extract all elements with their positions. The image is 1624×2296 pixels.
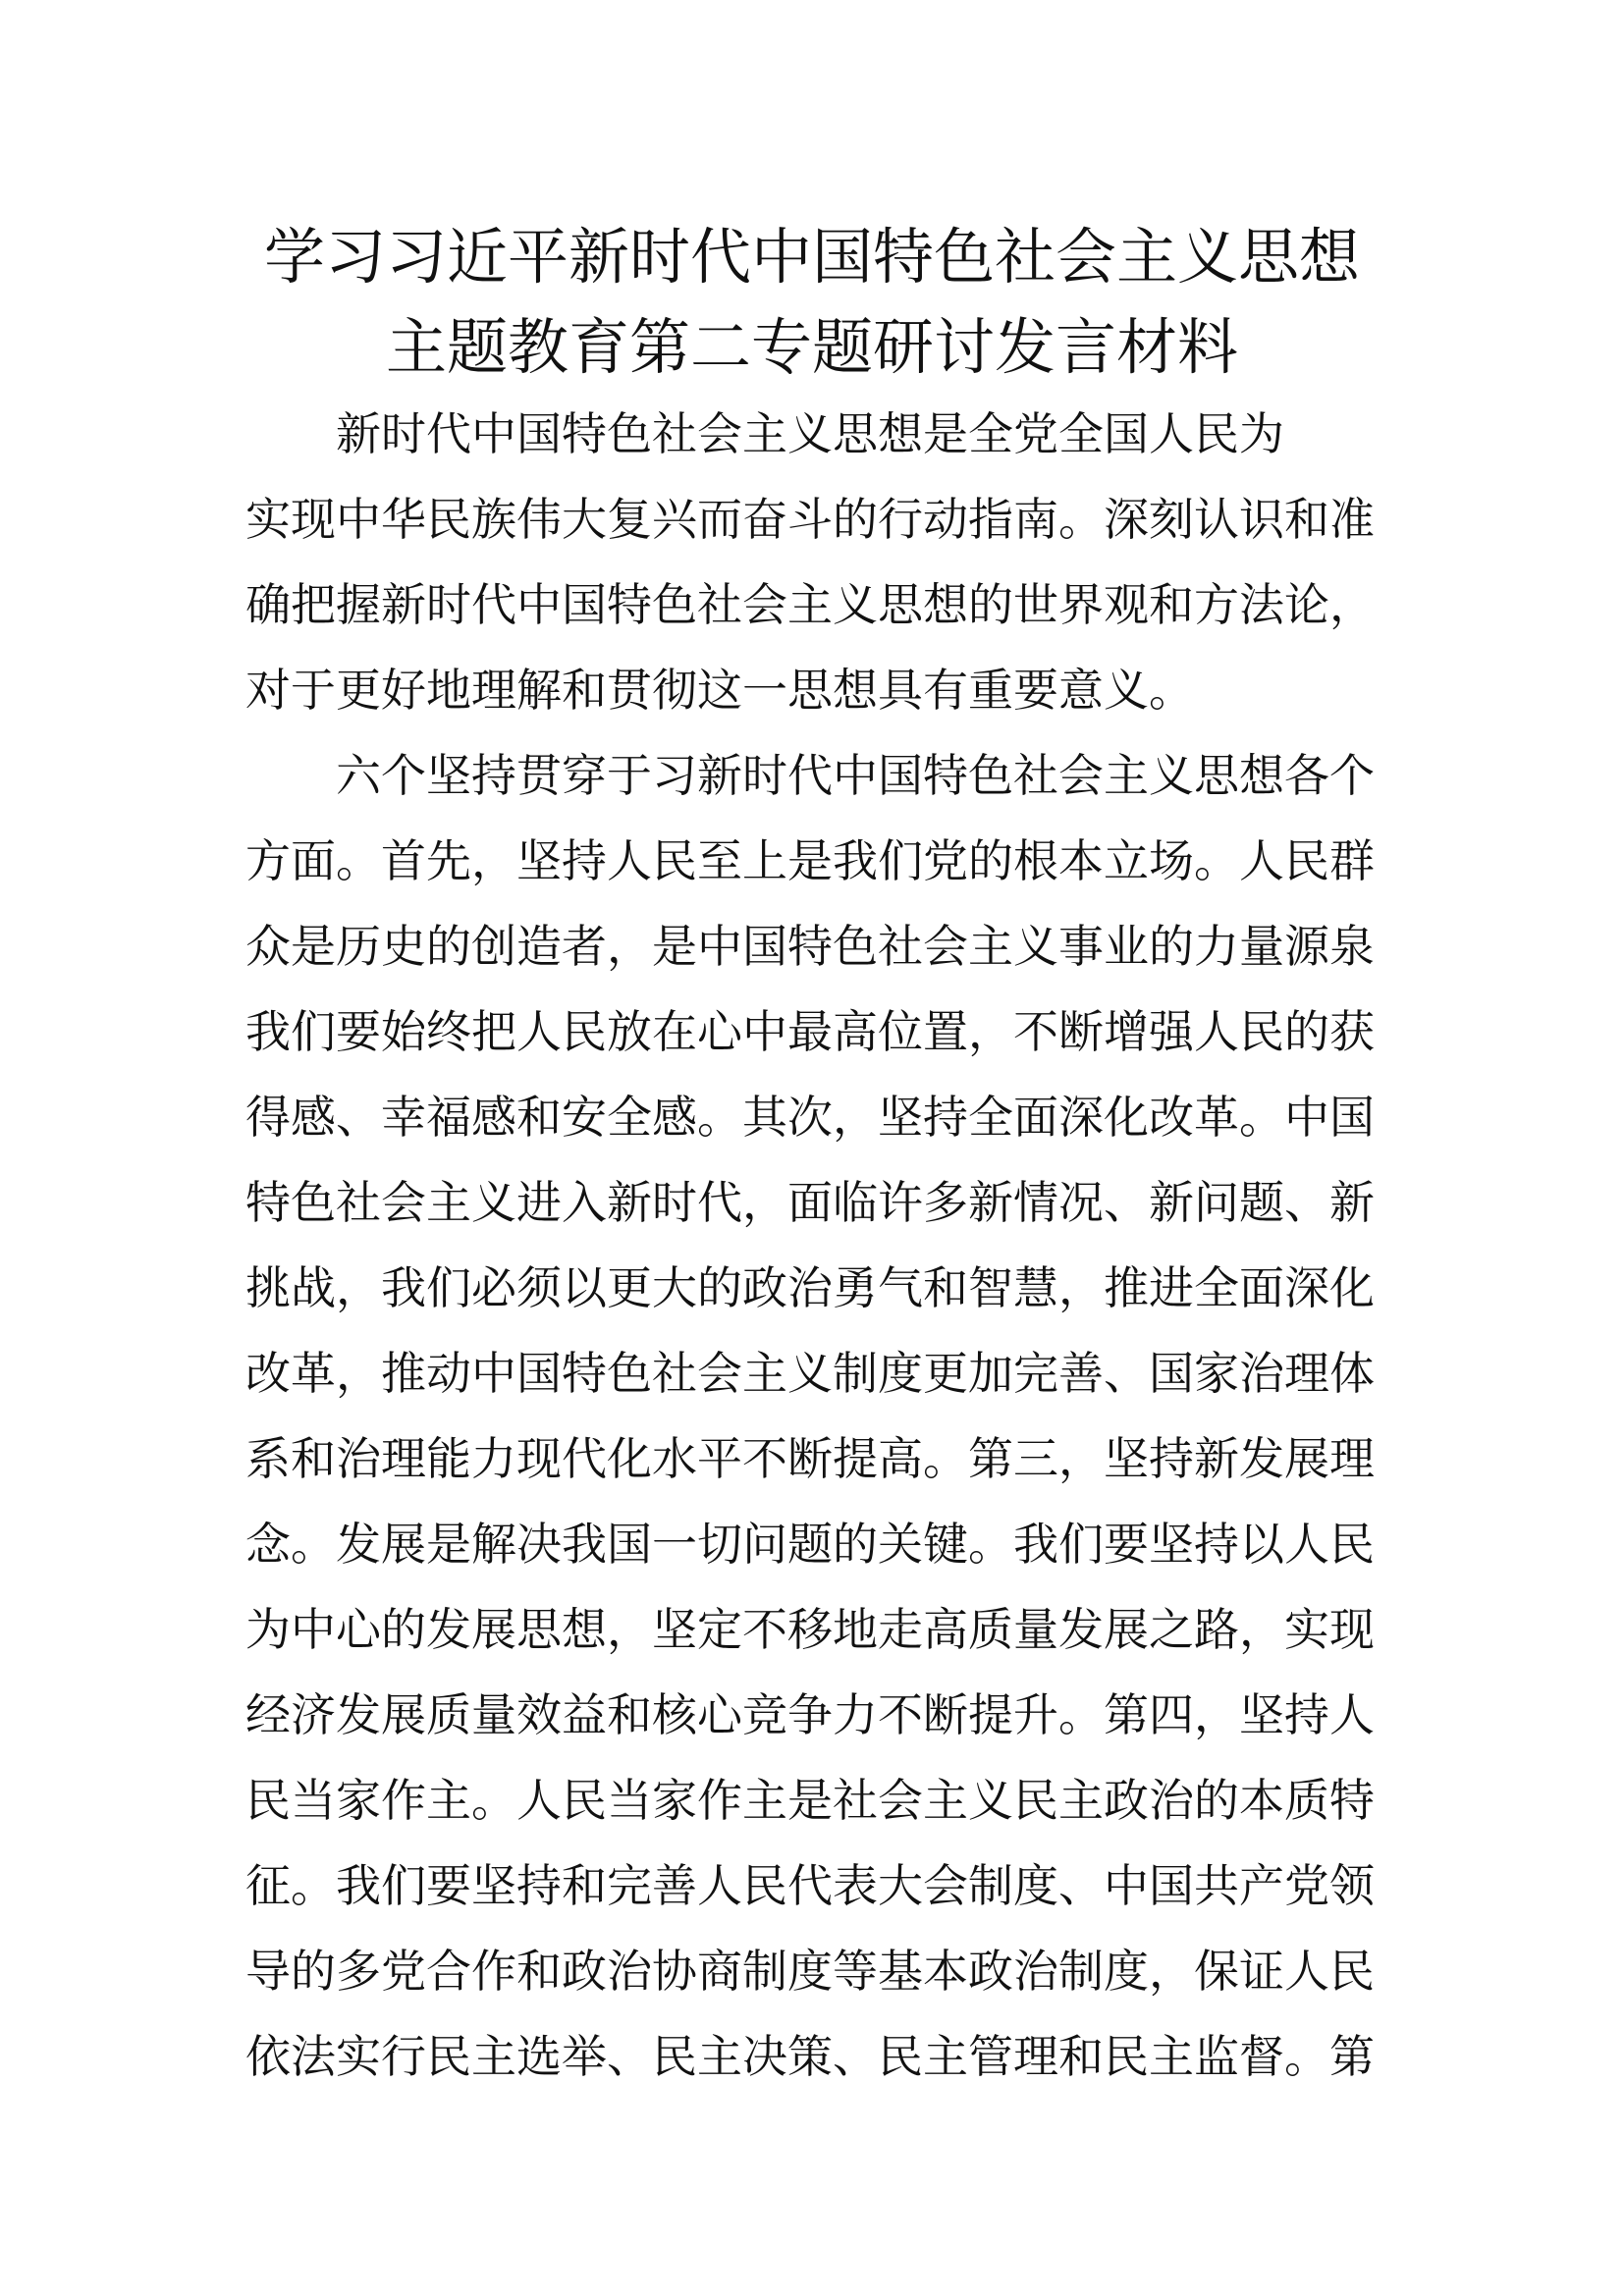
- body-line-13: 系和治理能力现代化水平不断提高。第三，坚持新发展理: [245, 1432, 1375, 1485]
- body-line-14: 念。发展是解决我国一切问题的关键。我们要坚持以人民: [245, 1518, 1375, 1571]
- body-line-11: 挑战，我们必须以更大的政治勇气和智慧，推进全面深化: [245, 1261, 1375, 1314]
- body-line-6: 方面。首先，坚持人民至上是我们党的根本立场。人民群: [245, 834, 1375, 887]
- body-line-4: 对于更好地理解和贯彻这一思想具有重要意义。: [245, 664, 1194, 717]
- body-line-3: 确把握新时代中国特色社会主义思想的世界观和方法论，: [245, 578, 1375, 631]
- body-line-2: 实现中华民族伟大复兴而奋斗的行动指南。深刻认识和准: [245, 493, 1375, 546]
- body-line-1: 新时代中国特色社会主义思想是全党全国人民为: [245, 407, 1284, 460]
- body-line-16: 经济发展质量效益和核心竞争力不断提升。第四，坚持人: [245, 1688, 1375, 1741]
- body-line-10: 特色社会主义进入新时代，面临许多新情况、新问题、新: [245, 1176, 1375, 1229]
- document-title-line-1: 学习习近平新时代中国特色社会主义思想: [263, 221, 1360, 293]
- body-line-18: 征。我们要坚持和完善人民代表大会制度、中国共产党领: [245, 1859, 1375, 1912]
- document-title-line-2: 主题教育第二专题研讨发言材料: [385, 311, 1238, 383]
- body-line-5: 六个坚持贯穿于习新时代中国特色社会主义思想各个: [245, 749, 1375, 802]
- body-line-20: 依法实行民主选举、民主决策、民主管理和民主监督。第: [245, 2030, 1375, 2083]
- body-line-19: 导的多党合作和政治协商制度等基本政治制度，保证人民: [245, 1945, 1375, 1998]
- body-line-8: 我们要始终把人民放在心中最高位置，不断增强人民的获: [245, 1005, 1375, 1058]
- body-line-7: 众是历史的创造者，是中国特色社会主义事业的力量源泉: [245, 920, 1375, 973]
- body-line-15: 为中心的发展思想，坚定不移地走高质量发展之路，实现: [245, 1603, 1375, 1656]
- body-line-12: 改革，推动中国特色社会主义制度更加完善、国家治理体: [245, 1347, 1375, 1400]
- body-line-9: 得感、幸福感和安全感。其次，坚持全面深化改革。中国: [245, 1091, 1375, 1144]
- body-line-17: 民当家作主。人民当家作主是社会主义民主政治的本质特: [245, 1774, 1375, 1827]
